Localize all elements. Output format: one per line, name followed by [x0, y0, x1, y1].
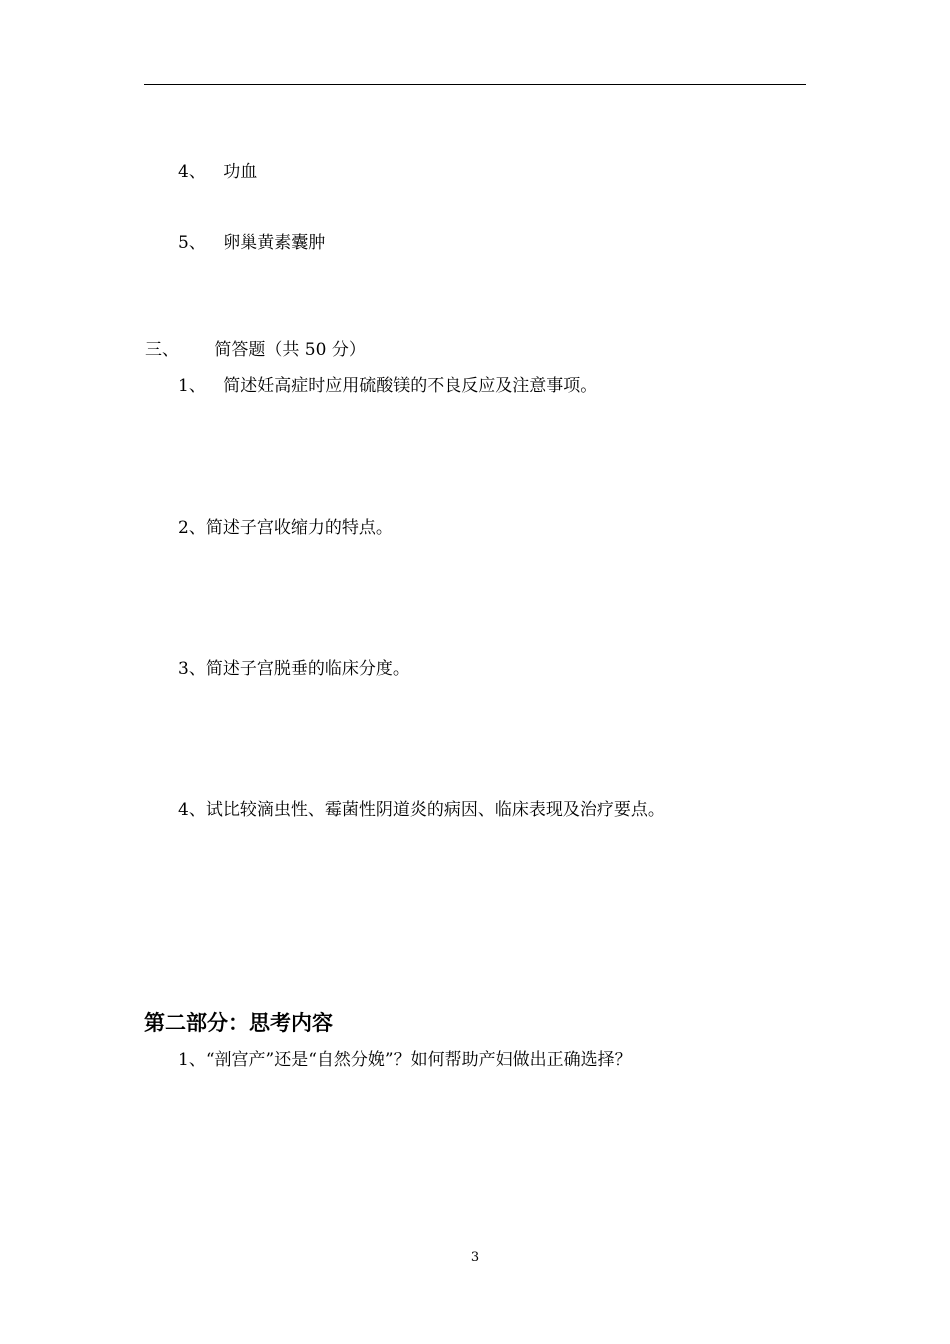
question-text: 简述子宫收缩力的特点。: [205, 518, 393, 538]
header-rule: [144, 84, 806, 85]
question-number: 1、: [178, 376, 206, 396]
term-text: 卵巢黄素囊肿: [223, 233, 326, 253]
question-number: 3、: [178, 659, 206, 679]
term-item-4: [178, 162, 257, 182]
section-title: 简答题（共 50 分）: [214, 340, 366, 360]
thinking-question-1: [178, 1050, 632, 1070]
page-number: 3: [470, 1250, 480, 1265]
section-number: 三、: [145, 340, 179, 360]
term-text: 功血: [223, 162, 258, 182]
question-item-3: [178, 659, 410, 679]
question-text: “剖宫产”还是“自然分娩”？如何帮助产妇做出正确选择？: [205, 1050, 632, 1070]
question-item-1: [178, 376, 597, 396]
section-heading: [145, 340, 366, 360]
question-item-4: [178, 800, 665, 820]
question-number: 4、: [178, 800, 206, 820]
question-text: 简述妊高症时应用硫酸镁的不良反应及注意事项。: [223, 376, 598, 396]
term-item-5: [178, 233, 325, 253]
question-number: 2、: [178, 518, 206, 538]
question-text: 简述子宫脱垂的临床分度。: [205, 659, 410, 679]
term-number: 5、: [178, 233, 206, 253]
question-item-2: [178, 518, 393, 538]
question-text: 试比较滴虫性、霉菌性阴道炎的病因、临床表现及治疗要点。: [205, 800, 665, 820]
term-number: 4、: [178, 162, 206, 182]
part-two-title: 第二部分：思考内容: [144, 1011, 333, 1035]
question-number: 1、: [178, 1050, 206, 1070]
